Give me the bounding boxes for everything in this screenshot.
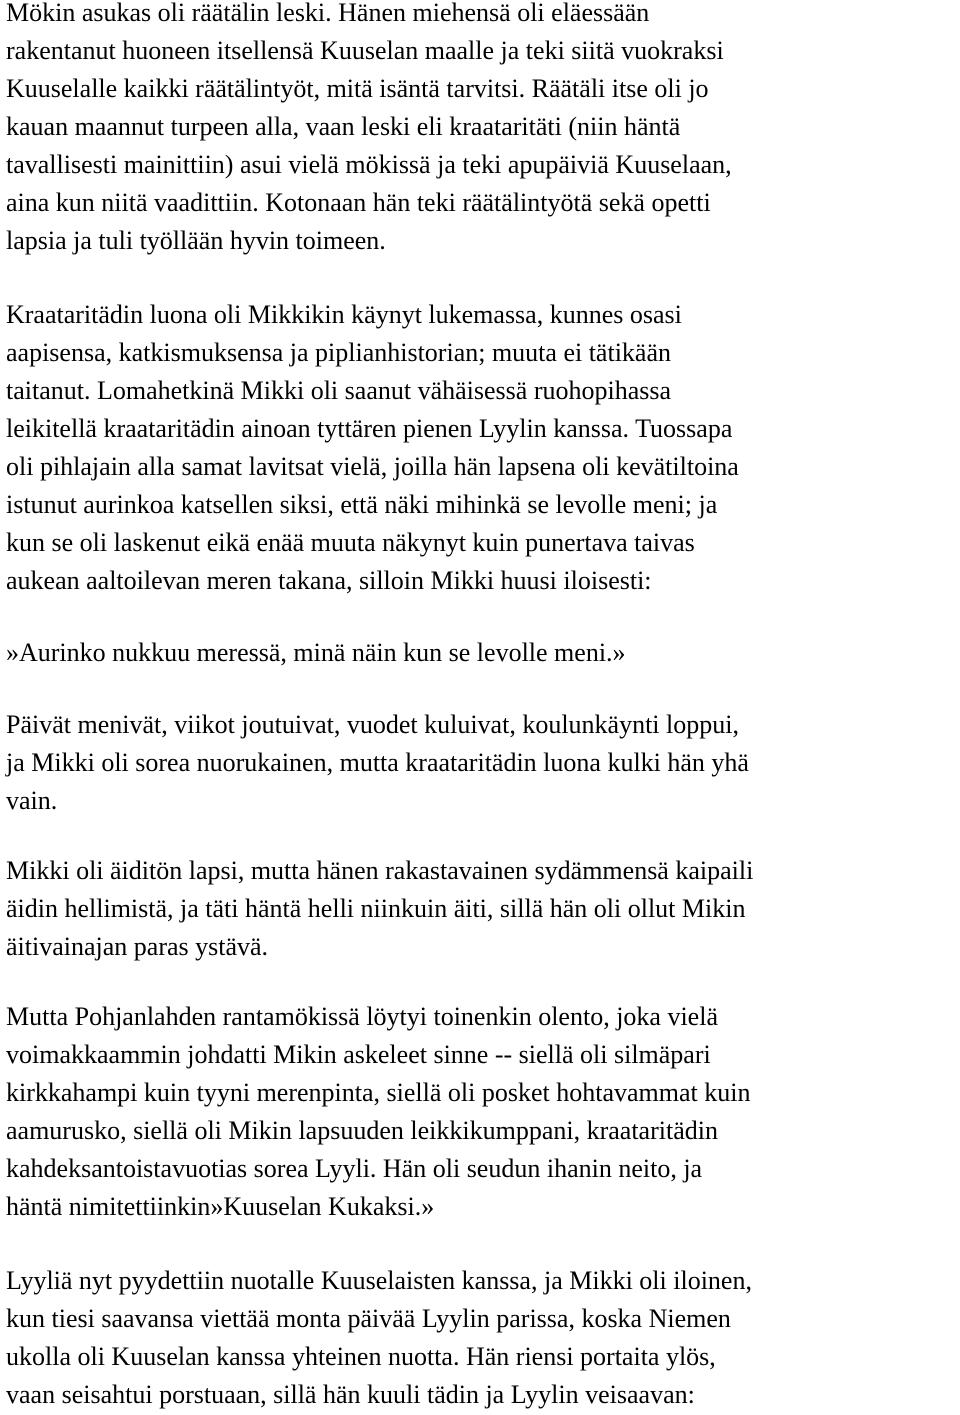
paragraph-4: Päivät menivät, viikot joutuivat, vuodet kuluivat, koulunkäynti loppui, ja Mikki oli sorea nuorukainen, mutta kraataritädin luona kulki hän yhä vain. (6, 710, 749, 815)
paragraph-6: Mutta Pohjanlahden rantamökissä löytyi toinenkin olento, joka vielä voimakkaammin johdatti Mikin askeleet sinne -- siellä oli silmäpari kirkkahampi kuin tyyni merenpinta, siellä oli posket hohtavammat kuin aamurusko, siellä oli Mikin lapsuuden leikkikumppani, kraataritädin kahdeksantoistavuotias sorea Lyyli. Hän oli seudun ihanin neito, ja häntä nimitettiinkin»Kuuselan Kukaksi.» (6, 1002, 751, 1221)
paragraph-2: Kraataritädin luona oli Mikkikin käynyt lukemassa, kunnes osasi aapisensa, katkismuksensa ja piplianhistorian; muuta ei tätikään taitanut. Lomahetkinä Mikki oli saanut vähäisessä ruohopihassa leikitellä kraataritädin ainoan tyttären pienen Lyylin kanssa. Tuossapa oli pihlajain alla samat lavitsat vielä, joilla hän lapsena oli kevätiltoina istunut aurinkoa katsellen siksi, että näki mihinkä se levolle meni; ja kun se oli laskenut eikä enää muuta näkynyt kuin punertava taivas aukean aaltoilevan meren takana, silloin Mikki huusi iloisesti: (6, 300, 739, 595)
paragraph-5: Mikki oli äiditön lapsi, mutta hänen rakastavainen sydämmensä kaipaili äidin hellimistä, ja täti häntä helli niinkuin äiti, sillä hän oli ollut Mikin äitivainajan paras ystävä. (6, 856, 754, 961)
paragraph-7: Lyyliä nyt pyydettiin nuotalle Kuuselaisten kanssa, ja Mikki oli iloinen, kun tiesi saavansa viettää monta päivää Lyylin parissa, koska Niemen ukolla oli Kuuselan kanssa yhteinen nuotta. Hän riensi portaita ylös, vaan seisahtui porstuaan, sillä hän kuuli tädin ja Lyylin veisaavan: (6, 1266, 752, 1409)
paragraph-1: Mökin asukas oli räätälin leski. Hänen miehensä oli eläessään rakentanut huoneen itsellensä Kuuselan maalle ja teki siitä vuokraksi Kuuselalle kaikki räätälintyöt, mitä isäntä tarvitsi. Räätäli itse oli jo kauan maannut turpeen alla, vaan leski eli kraataritäti (niin häntä tavallisesti mainittiin) asui vielä mökissä ja teki apupäiviä Kuuselaan, aina kun niitä vaadittiin. Kotonaan hän teki räätälintyötä sekä opetti lapsia ja tuli työllään hyvin toimeen. (6, 0, 732, 255)
paragraph-3-quote: »Aurinko nukkuu meressä, minä näin kun se levolle meni.» (6, 638, 626, 667)
